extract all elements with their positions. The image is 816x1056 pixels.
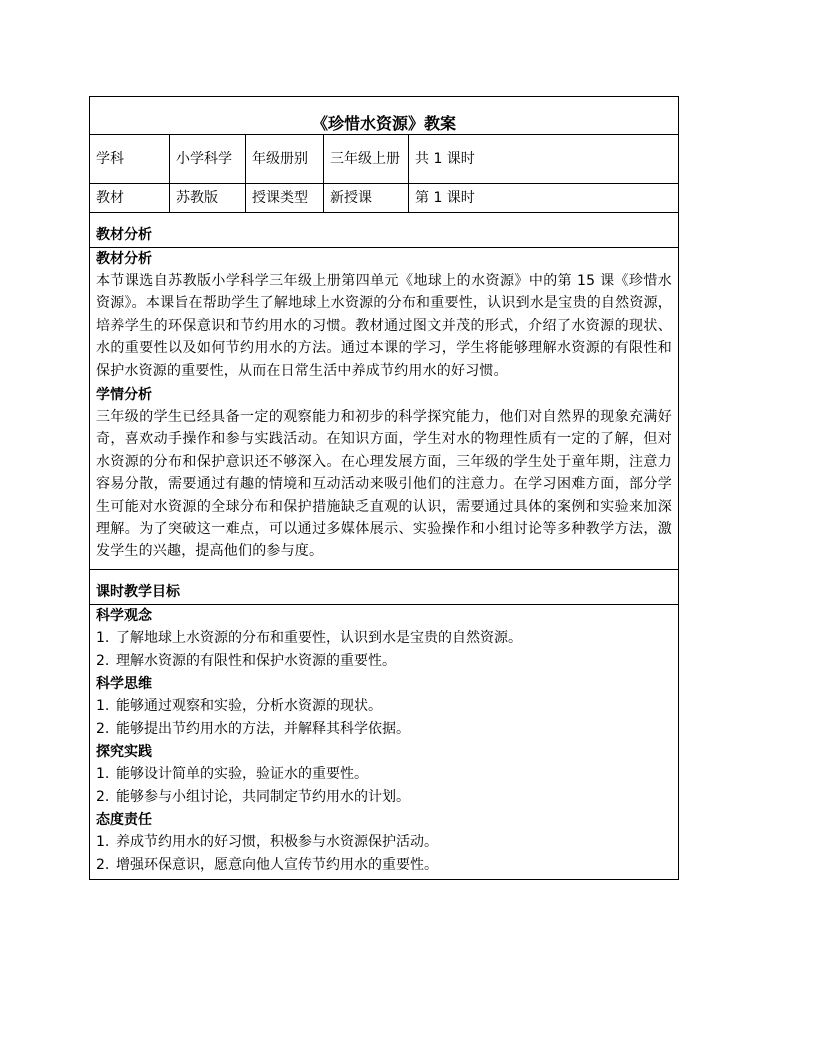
list-item: 2. 能够提出节约用水的方法，并解释其科学依据。 [96,720,410,737]
info-row-subject [90,135,678,184]
objective-group-title: 态度责任 [96,811,152,828]
list-item: 1. 能够通过观察和实验，分析水资源的现状。 [96,697,382,714]
subject-value: 小学科学 [170,135,246,183]
analysis-section [90,213,678,570]
grade-value: 三年级上册 [324,135,409,183]
lesson-type-label: 授课类型 [246,184,324,212]
student-analysis-heading: 学情分析 [96,387,152,404]
list-item: 1. 养成节约用水的好习惯，积极参与水资源保护活动。 [96,833,438,850]
objective-group-concept [96,605,672,673]
info-row-textbook [90,184,678,213]
list-item: 2. 理解水资源的有限性和保护水资源的重要性。 [96,652,396,669]
grade-label: 年级册别 [246,135,324,183]
objective-group-attitude [96,809,672,877]
total-periods: 共 1 课时 [415,150,475,167]
period-number: 第 1 课时 [415,189,475,206]
objective-group-title: 探究实践 [96,743,152,760]
analysis-heading: 教材分析 [90,213,678,248]
objective-group-title: 科学观念 [96,607,152,624]
objective-group-practice [96,741,672,809]
lesson-plan-table [89,96,679,880]
list-item: 1. 能够设计简单的实验，验证水的重要性。 [96,765,368,782]
list-item: 2. 增强环保意识，愿意向他人宣传节约用水的重要性。 [96,856,438,873]
lesson-type-value: 新授课 [324,184,409,212]
subject-label: 学科 [90,135,170,183]
list-item: 2. 能够参与小组讨论，共同制定节约用水的计划。 [96,788,410,805]
objectives-heading: 课时教学目标 [90,570,678,605]
student-analysis-text: 三年级的学生已经具备一定的观察能力和初步的科学探究能力，他们对自然界的现象充满好奇，喜欢动手操作和参与实践活动。在知识方面，学生对水的物理性质有一定的了解，但对水资源的分布和保护意识还不够深入。在心理发展方面，三年级的学生处于童年期，注意力容易分散，需要通过有趣的情境和互动活动来吸引他们的注意力。在学习困难方面，部分学生可能对水资源的全球分布和保护措施缺乏直观的认识，需要通过具体的案例和实验来加深理解。为了突破这一难点，可以通过多媒体展示、实验操作和小组讨论等多种教学方法，激发学生的兴趣，提高他们的参与度。 [96,409,672,560]
objective-group-thinking [96,673,672,741]
objective-group-title: 科学思维 [96,675,152,692]
textbook-value: 苏教版 [170,184,246,212]
textbook-label: 教材 [90,184,170,212]
textbook-analysis-heading: 教材分析 [96,251,152,267]
list-item: 1. 了解地球上水资源的分布和重要性，认识到水是宝贵的自然资源。 [96,629,522,646]
objectives-section [90,570,678,879]
textbook-analysis-text: 本节课选自苏教版小学科学三年级上册第四单元《地球上的水资源》中的第 15 课《珍惜水资源》。本课旨在帮助学生了解地球上水资源的分布和重要性，认识到水是宝贵的自然资源，培养学生的环保意识和节约用水的习惯。教材通过图文并茂的形式，介绍了水资源的现状、水的重要性以及如何节约用水的方法。通过本课的学习，学生将能够理解水资源的有限性和保护水资源的重要性，从而在日常生活中养成节约用水的好习惯。 [96,273,672,379]
page-title: 《珍惜水资源》教案 [90,97,678,135]
